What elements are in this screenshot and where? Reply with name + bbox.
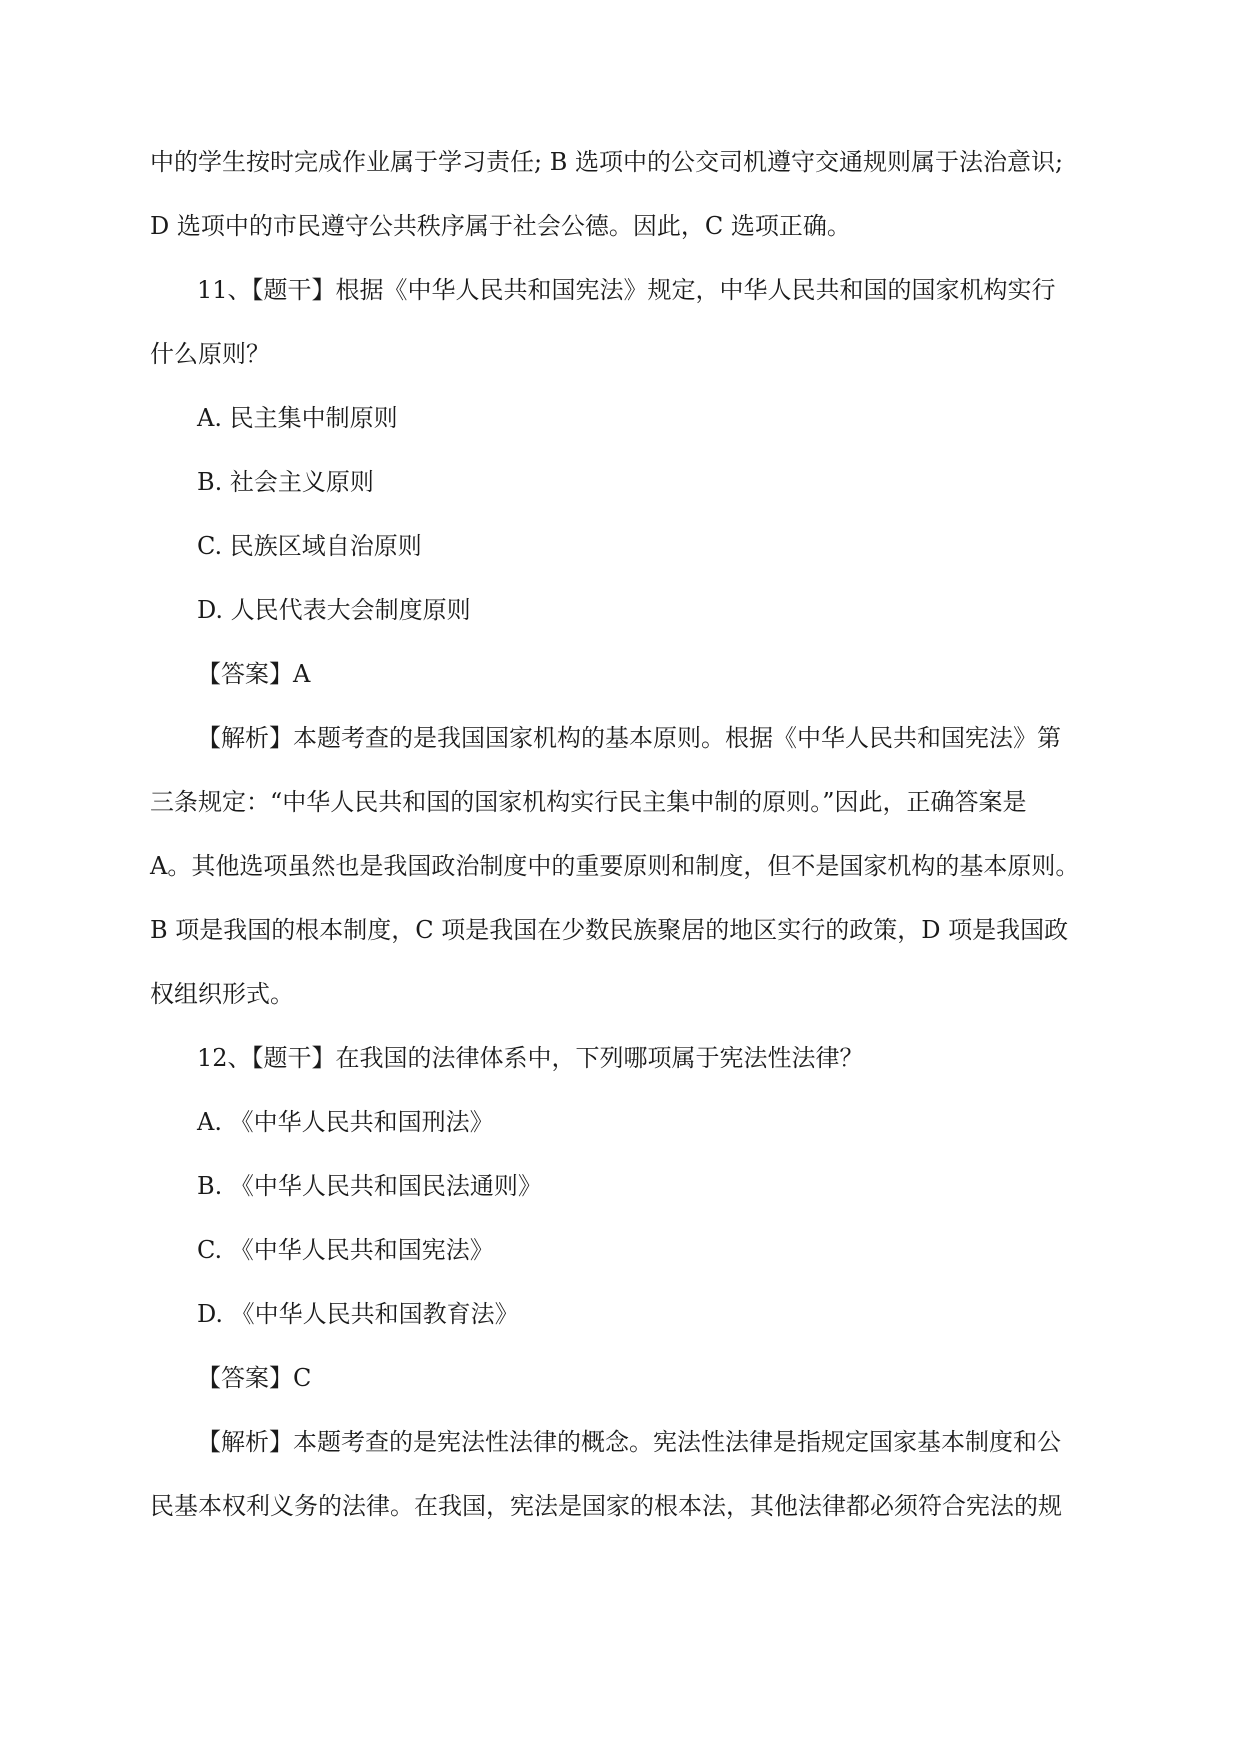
q11-option-a: A. 民主集中制原则 [197, 404, 398, 432]
q11-stem-line-1: 11、【题干】根据《中华人民共和国宪法》规定，中华人民共和国的国家机构实行 [197, 276, 1056, 304]
q12-option-b: B. 《中华人民共和国民法通则》 [197, 1172, 542, 1200]
q11-option-d: D. 人民代表大会制度原则 [197, 596, 471, 624]
q12-option-a: A. 《中华人民共和国刑法》 [197, 1108, 494, 1136]
q12-option-d: D. 《中华人民共和国教育法》 [197, 1300, 519, 1328]
q11-answer: 【答案】A [197, 660, 311, 688]
q11-analysis-line-3: A。其他选项虽然也是我国政治制度中的重要原则和制度，但不是国家机构的基本原则。 [150, 852, 1080, 880]
q12-analysis-line-2: 民基本权利义务的法律。在我国，宪法是国家的根本法，其他法律都必须符合宪法的规 [150, 1492, 1062, 1520]
q12-analysis-line-1: 【解析】本题考查的是宪法性法律的概念。宪法性法律是指规定国家基本制度和公 [197, 1428, 1061, 1456]
q11-option-b: B. 社会主义原则 [197, 468, 374, 496]
q12-answer: 【答案】C [197, 1364, 312, 1392]
q11-analysis-line-2: 三条规定：“中华人民共和国的国家机构实行民主集中制的原则。”因此，正确答案是 [150, 788, 1027, 816]
q11-stem-line-2: 什么原则？ [150, 340, 270, 368]
q11-analysis-line-5: 权组织形式。 [150, 980, 294, 1008]
q12-option-c: C. 《中华人民共和国宪法》 [197, 1236, 494, 1264]
intro-line-2: D 选项中的市民遵守公共秩序属于社会公德。因此，C 选项正确。 [150, 212, 851, 240]
q11-analysis-line-4: B 项是我国的根本制度，C 项是我国在少数民族聚居的地区实行的政策，D 项是我国政 [150, 916, 1069, 944]
intro-line-1: 中的学生按时完成作业属于学习责任; B 选项中的公交司机遵守交通规则属于法治意识; [150, 148, 1064, 176]
q11-analysis-line-1: 【解析】本题考查的是我国国家机构的基本原则。根据《中华人民共和国宪法》第 [197, 724, 1061, 752]
q11-option-c: C. 民族区域自治原则 [197, 532, 422, 560]
q12-stem-line-1: 12、【题干】在我国的法律体系中，下列哪项属于宪法性法律？ [197, 1044, 864, 1072]
